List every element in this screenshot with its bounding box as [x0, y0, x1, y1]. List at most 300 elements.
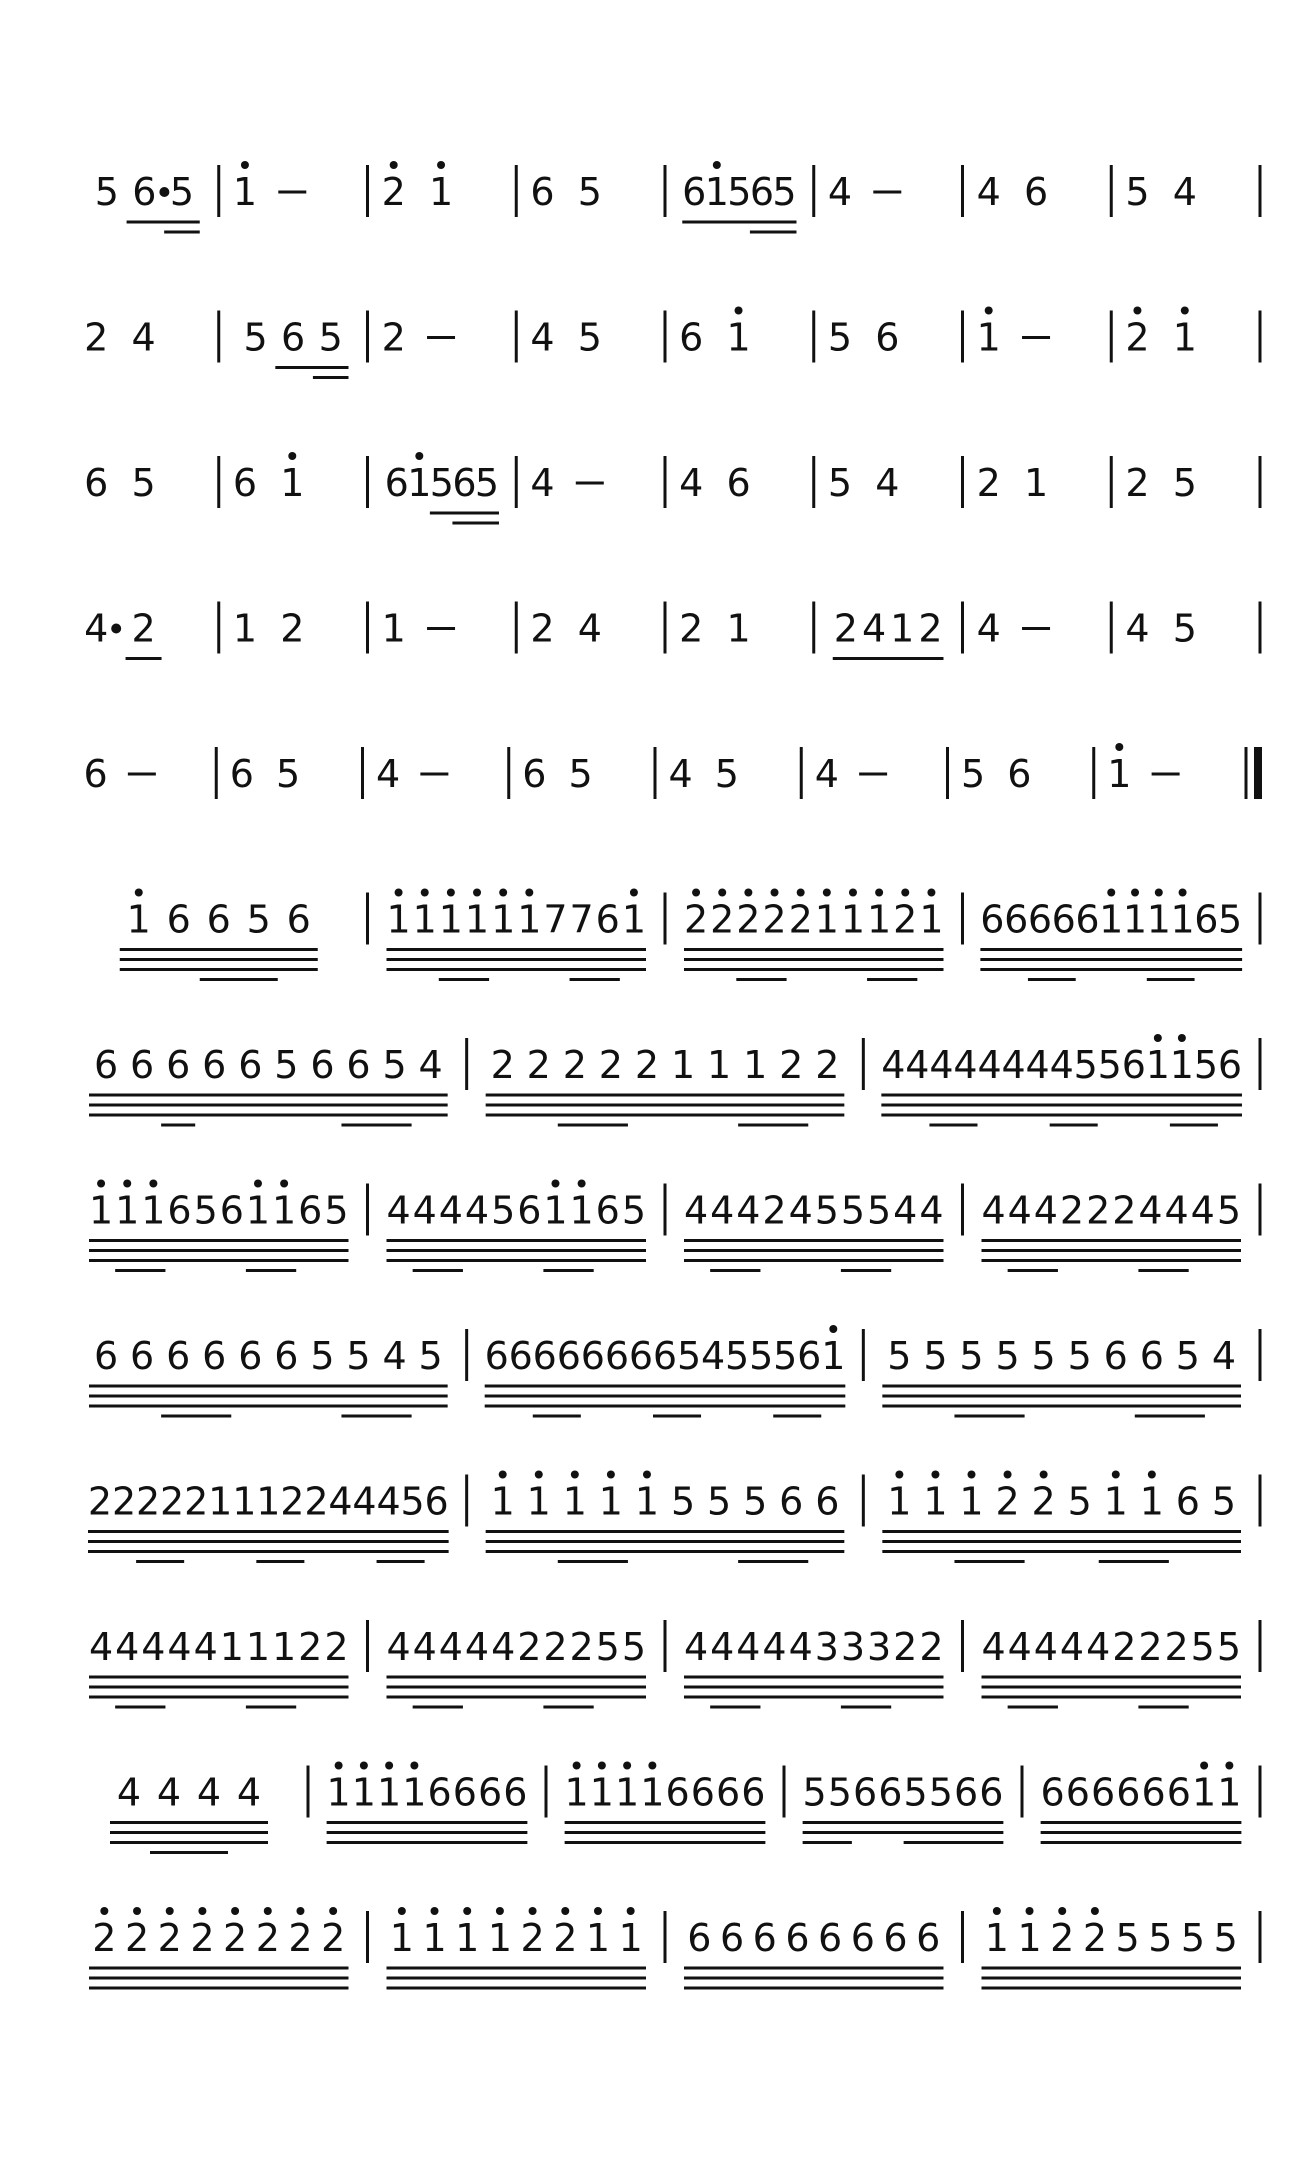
note: 1 [256, 1479, 281, 1524]
note: 4 [919, 1188, 944, 1233]
note: 6 [1023, 170, 1049, 214]
note: 6 [1121, 1043, 1146, 1087]
note: 2 [298, 1625, 323, 1669]
note: 1 [919, 897, 944, 942]
note: 5 [1193, 1043, 1219, 1087]
note: 5 [827, 315, 853, 360]
note: 4 [236, 1770, 262, 1815]
note: 2 [92, 1916, 117, 1960]
note: 4 [84, 606, 109, 651]
note: 6 [274, 1334, 299, 1378]
note: 4 [167, 1625, 192, 1669]
note: 1 [814, 897, 839, 942]
note: 6 [741, 1770, 766, 1815]
octave-dot [421, 889, 429, 897]
note: 4 [464, 1625, 490, 1669]
note: 5 [474, 461, 500, 505]
note: 5 [676, 1334, 702, 1378]
note: 2 [543, 1625, 568, 1669]
note: 1 [386, 897, 411, 942]
note: 1 [272, 1188, 297, 1233]
note: 4 [1125, 606, 1150, 651]
octave-dot [744, 889, 752, 897]
note: 4 [530, 461, 555, 505]
note: 6 [452, 1770, 477, 1815]
note: 4 [710, 1188, 735, 1233]
note: 2 [1059, 1188, 1085, 1233]
octave-dot [627, 1907, 635, 1915]
note: 6 [202, 1043, 227, 1087]
note: 6 [424, 1479, 449, 1524]
octave-dot [895, 1471, 903, 1479]
note: 6 [1175, 1479, 1200, 1524]
note: 6 [726, 461, 751, 505]
note: 4 [438, 1625, 463, 1669]
note: 1 [589, 1770, 614, 1815]
note: 4 [196, 1770, 222, 1815]
note: 6 [229, 752, 254, 796]
note: 2 [490, 1043, 515, 1087]
note: 5 [1180, 1916, 1206, 1960]
note: 4 [977, 1043, 1002, 1087]
note: 5 [310, 1334, 335, 1378]
note: 1 [976, 315, 1001, 360]
note: 1 [438, 897, 463, 942]
note: 1 [1017, 1916, 1042, 1960]
note: 4 [668, 752, 693, 796]
note: 4 [893, 1188, 918, 1233]
note: 2 [381, 315, 406, 360]
note: 6 [954, 1770, 979, 1815]
note: 2 [598, 1043, 623, 1087]
note: 3 [867, 1625, 892, 1669]
octave-dot [901, 889, 909, 897]
octave-dot [241, 161, 249, 169]
note: 2 [1125, 315, 1150, 360]
note: 4 [1033, 1625, 1058, 1669]
octave-dot [573, 1762, 581, 1770]
note: 4 [710, 1625, 735, 1669]
note: 5 [1216, 1188, 1242, 1233]
note: 2 [304, 1479, 329, 1524]
note: 5 [714, 752, 739, 796]
note: 2 [679, 606, 704, 651]
octave-dot [1181, 307, 1189, 315]
note: 5 [491, 1188, 516, 1233]
octave-dot [692, 889, 700, 897]
octave-dot [797, 889, 805, 897]
note: 4 [412, 1188, 437, 1233]
note: 4 [1001, 1043, 1026, 1087]
note: 5 [577, 170, 602, 214]
note: 6 [815, 1479, 840, 1524]
note: 4 [827, 170, 853, 214]
note: 1 [959, 1479, 984, 1524]
note: 4 [875, 461, 900, 505]
augmentation-dot [159, 187, 169, 197]
note: 4 [328, 1479, 353, 1524]
note: 2 [324, 1625, 349, 1669]
note: 1 [585, 1916, 611, 1960]
note: 4 [1025, 1043, 1050, 1087]
note: 4 [88, 1625, 114, 1669]
note: 5 [840, 1188, 866, 1233]
octave-dot [473, 889, 481, 897]
note: 1 [402, 1770, 427, 1815]
note: 5 [707, 1479, 732, 1524]
note: 6 [522, 752, 547, 796]
octave-dot [149, 1180, 157, 1188]
octave-dot [1115, 743, 1123, 751]
note: 2 [918, 606, 943, 651]
note: 1 [1169, 1043, 1194, 1087]
note: 5 [1067, 1334, 1092, 1378]
note: 2 [87, 1479, 113, 1524]
note: 1 [208, 1479, 233, 1524]
octave-dot [993, 1907, 1001, 1915]
note: 5 [169, 170, 195, 214]
note: 5 [995, 1334, 1020, 1378]
note: 1 [1122, 897, 1148, 942]
note: 6 [556, 1334, 581, 1378]
octave-dot [771, 889, 779, 897]
note: 7 [569, 897, 594, 942]
note: 1 [598, 1479, 623, 1524]
note: 4 [375, 752, 401, 796]
note: 4 [762, 1625, 787, 1669]
note: 6 [690, 1770, 715, 1815]
note: 2 [530, 606, 555, 651]
note: 2 [160, 1479, 185, 1524]
note: 6 [503, 1770, 528, 1815]
note: 6 [238, 1043, 263, 1087]
note: 4 [905, 1043, 930, 1087]
note: 6 [1194, 897, 1219, 942]
note: 6 [93, 1043, 119, 1087]
note: 2 [893, 1625, 918, 1669]
note: 6 [166, 1043, 191, 1087]
octave-dot [447, 889, 455, 897]
note: 1 [1139, 1479, 1164, 1524]
note: 1 [407, 461, 432, 505]
note: 2 [976, 461, 1001, 505]
note: 1 [562, 1479, 587, 1524]
note: 4 [683, 1188, 709, 1233]
note: 5 [324, 1188, 349, 1233]
octave-dot [335, 1762, 343, 1770]
note: 4 [141, 1625, 166, 1669]
note: 5 [1218, 897, 1243, 942]
note: 5 [568, 752, 593, 796]
note: 5 [928, 1770, 953, 1815]
note: 5 [246, 897, 271, 942]
note: 2 [762, 1188, 787, 1233]
octave-dot [1026, 1907, 1034, 1915]
octave-dot [1154, 1034, 1162, 1042]
note: 1 [491, 897, 516, 942]
note: 1 [743, 1043, 768, 1087]
note: 5 [923, 1334, 948, 1378]
note: 6 [875, 315, 900, 360]
octave-dot [598, 1762, 606, 1770]
note: 1 [621, 897, 647, 942]
note: 1 [707, 1043, 732, 1087]
note: 6 [979, 1770, 1004, 1815]
note: 5 [887, 1334, 912, 1378]
note: 2 [1112, 1188, 1137, 1233]
note: 4 [116, 1770, 142, 1815]
octave-dot [499, 889, 507, 897]
note: 5 [1172, 461, 1197, 505]
note: 7 [543, 897, 568, 942]
note: 4 [1059, 1625, 1085, 1669]
note: 6 [1139, 1334, 1164, 1378]
octave-dot [1200, 1762, 1208, 1770]
note: 5 [276, 752, 301, 796]
octave-dot [123, 1180, 131, 1188]
note: 4 [736, 1625, 761, 1669]
note: 1 [543, 1188, 568, 1233]
note: 6 [130, 1334, 155, 1378]
note: 4 [1086, 1625, 1111, 1669]
note: 6 [652, 1334, 678, 1378]
note: 6 [83, 752, 108, 796]
note: 6 [166, 897, 191, 942]
octave-dot [1178, 1034, 1186, 1042]
note: 6 [484, 1334, 509, 1378]
note: 2 [562, 1043, 587, 1087]
note: 5 [903, 1770, 928, 1815]
note: 1 [1192, 1770, 1217, 1815]
note: 2 [381, 170, 406, 214]
note: 5 [670, 1479, 696, 1524]
note: 2 [526, 1043, 551, 1087]
note: 6 [687, 1916, 712, 1960]
note: 6 [785, 1916, 810, 1960]
note: 6 [232, 461, 258, 505]
note: 6 [219, 1188, 244, 1233]
note: 5 [577, 315, 602, 360]
note: 1 [455, 1916, 480, 1960]
note: 1 [1146, 897, 1171, 942]
note: 1 [422, 1916, 447, 1960]
note: 4 [683, 1625, 709, 1669]
octave-dot [535, 1471, 543, 1479]
note: 1 [1172, 315, 1197, 360]
octave-dot [1091, 1907, 1099, 1915]
note: 2 [111, 1479, 137, 1524]
note: 5 [1211, 1479, 1237, 1524]
note: 4 [418, 1043, 443, 1087]
octave-dot [931, 1471, 939, 1479]
note: 1 [1099, 897, 1124, 942]
note: 6 [980, 897, 1005, 942]
note: 4 [1190, 1188, 1215, 1233]
note: 6 [719, 1916, 745, 1960]
note: 1 [232, 170, 258, 214]
octave-dot [410, 1762, 418, 1770]
note: 5 [94, 170, 119, 214]
note: 4 [386, 1188, 411, 1233]
octave-dot [395, 889, 403, 897]
note: 1 [487, 1916, 512, 1960]
note: 6 [1217, 1043, 1243, 1087]
note: 4 [438, 1188, 463, 1233]
note: 5 [346, 1334, 371, 1378]
note: 1 [272, 1625, 297, 1669]
octave-dot [264, 1907, 272, 1915]
octave-dot [431, 1907, 439, 1915]
note: 4 [352, 1479, 377, 1524]
note: 4 [386, 1625, 411, 1669]
octave-dot [100, 1907, 108, 1915]
note: 4 [881, 1043, 906, 1087]
note: 5 [429, 461, 454, 505]
octave-dot [1179, 889, 1187, 897]
note: 1 [464, 897, 490, 942]
note: 5 [725, 1334, 750, 1378]
note: 6 [1040, 1770, 1065, 1815]
note: 2 [517, 1625, 542, 1669]
octave-dot [135, 889, 143, 897]
note: 4 [1138, 1188, 1163, 1233]
octave-dot [529, 1907, 537, 1915]
note: 2 [520, 1916, 545, 1960]
note: 6 [310, 1043, 335, 1087]
octave-dot [735, 307, 743, 315]
note: 6 [818, 1916, 843, 1960]
note: 6 [384, 461, 409, 505]
note: 2 [131, 606, 156, 651]
note: 5 [1031, 1334, 1056, 1378]
note: 1 [634, 1479, 660, 1524]
note: 2 [788, 897, 813, 942]
octave-dot [1112, 1471, 1120, 1479]
note: 2 [1164, 1625, 1189, 1669]
note: 1 [887, 1479, 912, 1524]
note: 5 [1073, 1043, 1098, 1087]
note: 2 [893, 897, 918, 942]
octave-dot [561, 1907, 569, 1915]
note: 5 [274, 1043, 299, 1087]
note: 5 [814, 1188, 839, 1233]
note: 6 [1065, 1770, 1090, 1815]
note: 1 [726, 315, 751, 360]
note: 1 [890, 606, 915, 651]
note: 6 [132, 170, 157, 214]
note: 5 [960, 752, 986, 796]
note: 1 [377, 1770, 402, 1815]
note: 6 [779, 1479, 804, 1524]
note: 4 [679, 461, 704, 505]
note: 5 [382, 1043, 407, 1087]
note: 2 [124, 1916, 150, 1960]
note: 5 [595, 1625, 620, 1669]
octave-dot [1004, 1471, 1012, 1479]
note: 5 [1148, 1916, 1173, 1960]
note: 5 [193, 1188, 218, 1233]
note: 4 [376, 1479, 401, 1524]
note: 6 [238, 1334, 263, 1378]
octave-dot [875, 889, 883, 897]
note: 5 [867, 1188, 892, 1233]
note: 4 [530, 315, 555, 360]
note: 2 [255, 1916, 280, 1960]
note: 4 [491, 1625, 516, 1669]
note: 5 [131, 461, 156, 505]
note: 4 [382, 1334, 407, 1378]
note: 5 [1172, 606, 1197, 651]
note: 6 [716, 1770, 741, 1815]
note: 1 [280, 461, 305, 505]
note: 4 [1007, 1625, 1032, 1669]
note: 1 [923, 1479, 948, 1524]
note: 1 [1170, 897, 1195, 942]
octave-dot [415, 452, 423, 460]
note: 5 [827, 1770, 852, 1815]
note: 4 [861, 606, 887, 651]
octave-dot [133, 1907, 141, 1915]
note: 4 [1049, 1043, 1074, 1087]
note: 6 [1091, 1770, 1116, 1815]
note: 1 [232, 1479, 257, 1524]
note: 1 [141, 1188, 166, 1233]
note: 2 [321, 1916, 346, 1960]
note: 1 [1107, 752, 1132, 796]
octave-dot [437, 161, 445, 169]
note: 4 [1033, 1188, 1058, 1233]
note: 1 [526, 1479, 551, 1524]
note: 1 [115, 1188, 140, 1233]
note: 6 [478, 1770, 503, 1815]
note: 4 [1007, 1188, 1032, 1233]
octave-dot [623, 1762, 631, 1770]
octave-dot [398, 1907, 406, 1915]
octave-dot [525, 889, 533, 897]
note: 1 [412, 897, 437, 942]
note: 6 [530, 170, 555, 214]
octave-dot [390, 161, 398, 169]
note: 1 [867, 897, 892, 942]
note: 5 [1067, 1479, 1092, 1524]
note: 6 [346, 1043, 371, 1087]
note: 2 [157, 1916, 182, 1960]
note: 2 [190, 1916, 215, 1960]
note: 6 [682, 170, 707, 214]
note: 4 [193, 1625, 218, 1669]
octave-dot [968, 1471, 976, 1479]
note: 1 [88, 1188, 114, 1233]
octave-dot [1148, 1471, 1156, 1479]
note: 5 [1175, 1334, 1200, 1378]
note: 5 [1216, 1625, 1242, 1669]
final-barline [1254, 747, 1262, 799]
note: 6 [679, 315, 704, 360]
octave-dot [280, 1180, 288, 1188]
note: 5 [827, 461, 853, 505]
octave-dot [296, 1907, 304, 1915]
note: 4 [788, 1188, 813, 1233]
note: 1 [1145, 1043, 1170, 1087]
note: 2 [710, 897, 735, 942]
note: 2 [136, 1479, 161, 1524]
note: 1 [840, 897, 866, 942]
note: 5 [621, 1625, 647, 1669]
note: 1 [564, 1770, 589, 1815]
note: 2 [815, 1043, 840, 1087]
note: 4 [788, 1625, 813, 1669]
octave-dot [254, 1180, 262, 1188]
